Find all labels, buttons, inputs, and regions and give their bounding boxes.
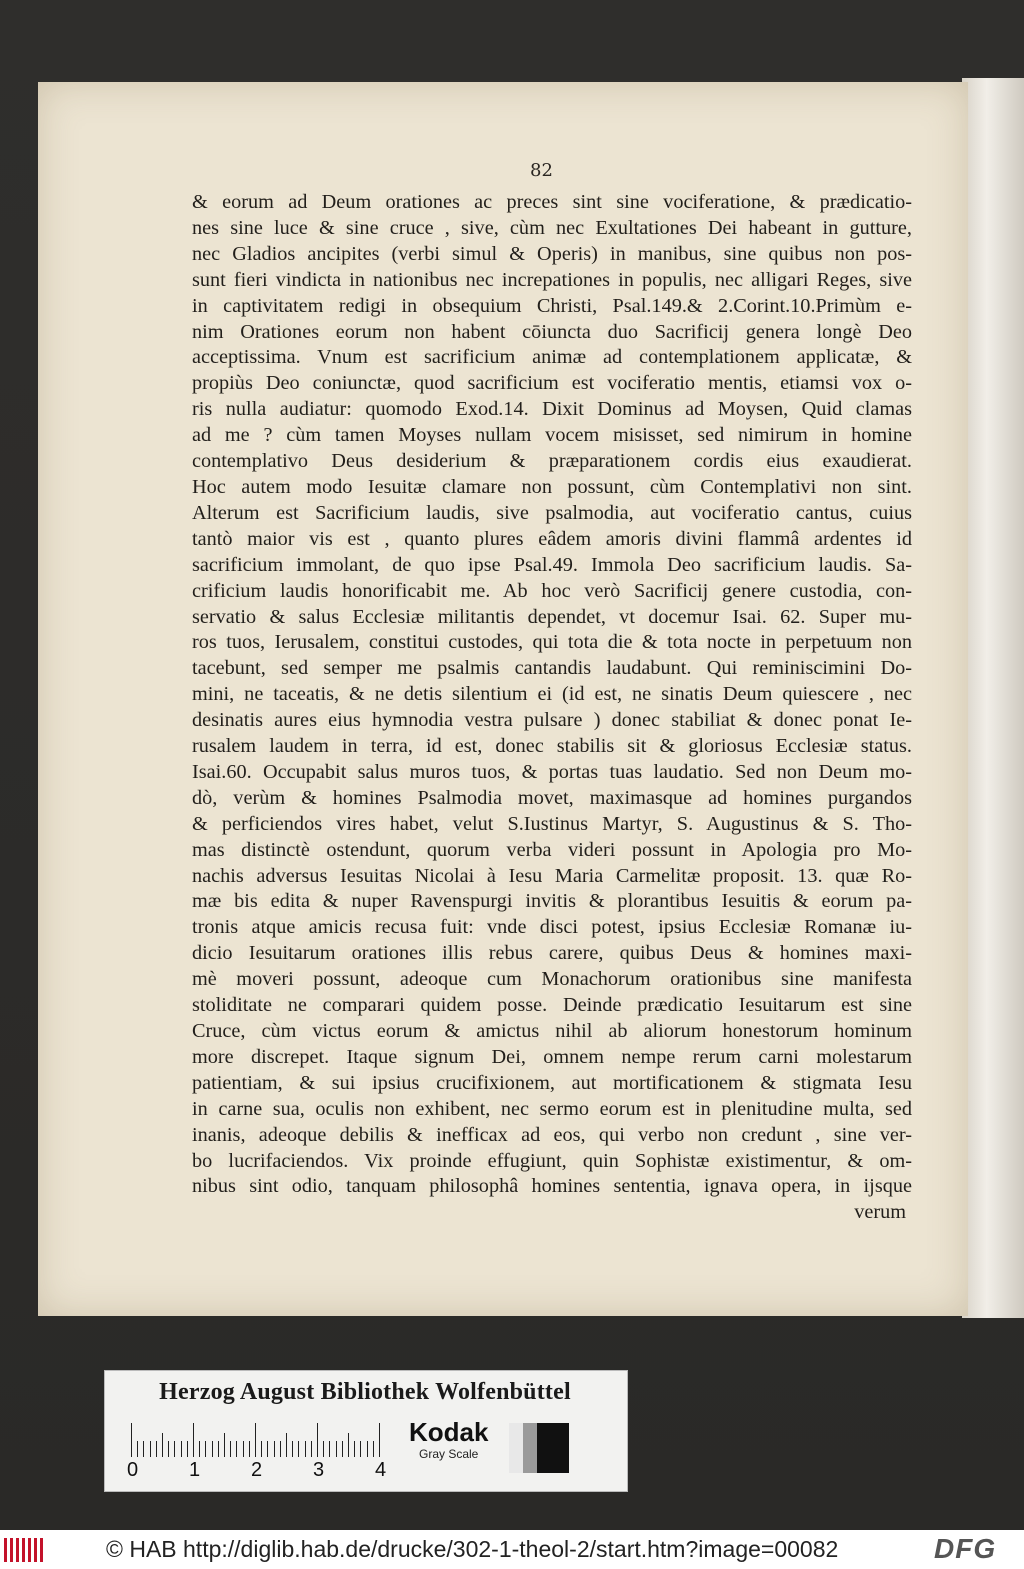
- ruler-tick: [292, 1441, 293, 1457]
- ruler-tick: [336, 1441, 337, 1457]
- text-line: sacrificium immolant, de quo ipse Psal.49. Immola Deo sacrificium laudis. Sa-: [192, 553, 912, 576]
- ruler-number: 4: [375, 1459, 387, 1481]
- ruler-tick: [243, 1441, 244, 1457]
- ruler-tick: [379, 1423, 380, 1457]
- text-line: tacebunt, sed semper me psalmis cantandis laudabunt. Qui reminiscimini Do-: [192, 657, 912, 680]
- ruler-tick: [317, 1423, 318, 1457]
- text-line: ros tuos, Ierusalem, constitui custodes, qui tota die & tota nocte in perpetuum non: [192, 631, 912, 654]
- text-line: nibus sint odio, tanquam philosophâ homines sententia, ignava opera, in ijsque: [192, 1175, 912, 1198]
- ruler-tick: [162, 1433, 163, 1457]
- gray-patch: [509, 1423, 523, 1473]
- ruler-tick: [199, 1441, 200, 1457]
- text-line: mini, ne taceatis, & ne detis silentium ei (id est, ne sinatis Deum quiescere , nec: [192, 683, 912, 706]
- text-line: mæ bis edita & nuper Ravenspurgi invitis & plorantibus Iesuitis & eorum pa-: [192, 890, 912, 913]
- text-line: rusalem laudem in terra, id est, donec stabilis sit & gloriosus Ecclesiæ status.: [192, 735, 912, 758]
- ruler-tick: [150, 1441, 151, 1457]
- ruler-tick: [137, 1441, 138, 1457]
- text-line: mas distinctè ostendunt, quorum verba videri possunt in Apologia pro Mo-: [192, 838, 912, 861]
- ruler-tick: [342, 1441, 343, 1457]
- page-number: 82: [530, 160, 553, 181]
- text-line: ris nulla audiatur: quomodo Exod.14. Dixit Dominus ad Moysen, Quid clamas: [192, 398, 912, 421]
- ruler-scale: [131, 1423, 391, 1457]
- ruler-tick: [224, 1433, 225, 1457]
- next-page-edge: [962, 78, 1024, 1318]
- ruler-tick: [131, 1423, 132, 1457]
- ruler-tick: [367, 1441, 368, 1457]
- text-line: propiùs Deo coniunctæ, quod sacrificium est vociferatio mentis, etiamsi vox o-: [192, 372, 912, 395]
- text-line: dò, verùm & homines Psalmodia movet, maximasque ad homines purgandos: [192, 786, 912, 809]
- text-line: verum: [854, 1201, 906, 1224]
- text-line: in captivitatem redigi in obsequium Christi, Psal.149.& 2.Corint.10.Primùm e-: [192, 294, 912, 317]
- ruler-tick: [168, 1441, 169, 1457]
- library-title: Herzog August Bibliothek Wolfenbüttel: [159, 1379, 571, 1405]
- ruler-tick: [360, 1441, 361, 1457]
- ruler-tick: [187, 1441, 188, 1457]
- gray-patch: [537, 1423, 569, 1473]
- ruler-tick: [218, 1441, 219, 1457]
- ruler-tick: [261, 1441, 262, 1457]
- text-line: Alterum est Sacrificium laudis, sive psalmodia, aut vociferatio cantus, cuius: [192, 501, 912, 524]
- hab-logo-icon: [4, 1536, 48, 1564]
- dfg-logo: DFG: [934, 1533, 997, 1564]
- ruler-tick: [156, 1441, 157, 1457]
- ruler-tick: [354, 1441, 355, 1457]
- text-line: patientiam, & sui ipsius crucifixionem, aut mortificationem & stigmata Iesu: [192, 1071, 912, 1094]
- ruler-tick: [230, 1441, 231, 1457]
- ruler-tick: [193, 1423, 194, 1457]
- text-line: more discrepet. Itaque signum Dei, omnem nempe rerum carni molestarum: [192, 1045, 912, 1068]
- ruler-tick: [311, 1441, 312, 1457]
- text-line: Hoc autem modo Iesuitæ clamare non possunt, cùm Contemplativi non sint.: [192, 475, 912, 498]
- text-line: acceptissima. Vnum est sacrificium animæ ad contemplationem applicatæ, &: [192, 346, 912, 369]
- text-line: contemplativo Deus desiderium & præparationem cordis eius exaudierat.: [192, 450, 912, 473]
- ruler-tick: [212, 1441, 213, 1457]
- text-line: desinatis aures eius hymnodia vestra pulsare ) donec stabiliat & donec ponat Ie-: [192, 709, 912, 732]
- ruler-tick: [236, 1441, 237, 1457]
- text-line: sunt fieri vindicta in nationibus nec increpationes in populis, nec alligari Reges, sive: [192, 268, 912, 291]
- ruler-tick: [305, 1441, 306, 1457]
- ruler-tick: [373, 1441, 374, 1457]
- text-line: servatio & salus Ecclesiæ militantis dependet, vt docemur Isai. 62. Super mu-: [192, 605, 912, 628]
- viewer-footer: [0, 1530, 1024, 1569]
- text-line: crificium laudis honorificabit me. Ab hoc verò Sacrificij genere custodia, con-: [192, 579, 912, 602]
- ruler-number: 0: [127, 1459, 139, 1481]
- page-text: [192, 190, 912, 1226]
- text-line: Cruce, cùm victus eorum & amictus nihil ab aliorum honestorum hominum: [192, 1020, 912, 1042]
- ruler-tick: [143, 1441, 144, 1457]
- text-line: Isai.60. Occupabit salus muros tuos, & portas tuas laudatio. Sed non Deum mo-: [192, 760, 912, 783]
- text-line: ad me ? cùm tamen Moyses nullam vocem misisset, sed nimirum in homine: [192, 424, 912, 447]
- text-line: stoliditate ne comparari quidem posse. Deinde prædicatio Iesuitarum est sine: [192, 994, 912, 1017]
- ruler-number: 3: [313, 1459, 325, 1481]
- ruler-tick: [280, 1441, 281, 1457]
- text-line: dicio Iesuitarum orationes illis rebus carere, quibus Deus & homines maxi-: [192, 942, 912, 965]
- ruler-tick: [298, 1441, 299, 1457]
- ruler-tick: [274, 1441, 275, 1457]
- text-line: nim Orationes eorum non habent cōiuncta duo Sacrificij genera longè Deo: [192, 320, 912, 343]
- source-url[interactable]: © HAB http://diglib.hab.de/drucke/302-1-theol-2/start.htm?image=00082: [106, 1536, 839, 1562]
- ruler-numbers: [125, 1459, 405, 1483]
- ruler-tick: [181, 1441, 182, 1457]
- ruler-tick: [267, 1441, 268, 1457]
- text-line: & perficiendos vires habet, velut S.Iustinus Martyr, S. Augustinus & S. Tho-: [192, 812, 912, 835]
- kodak-subtitle: Gray Scale: [419, 1447, 479, 1461]
- ruler-tick: [174, 1441, 175, 1457]
- text-line: nes sine luce & sine cruce , sive, cùm nec Exultationes Dei habeant in gutture,: [192, 216, 912, 239]
- ruler-tick: [205, 1441, 206, 1457]
- text-line: in carne sua, oculis non exhibent, nec sermo eorum est in plenitudine multa, sed: [192, 1097, 912, 1120]
- text-line: & eorum ad Deum orationes ac preces sint sine vociferatione, & prædicatio-: [192, 191, 912, 213]
- text-line: inanis, adeoque debilis & inefficax ad eos, qui verbo non credunt , sine ver-: [192, 1123, 912, 1146]
- text-line: nec Gladios ancipites (verbi simul & Operis) in manibus, sine quibus non pos-: [192, 242, 912, 265]
- gray-patch: [523, 1423, 537, 1473]
- ruler-tick: [329, 1441, 330, 1457]
- ruler-tick: [348, 1433, 349, 1457]
- ruler-tick: [323, 1441, 324, 1457]
- ruler-number: 1: [189, 1459, 201, 1481]
- text-line: bo lucrifaciendos. Vix proinde effugiunt, quin Sophistæ existimentur, & om-: [192, 1149, 912, 1172]
- text-line: mè moveri possunt, adeoque cum Monachorum orationibus sine manifesta: [192, 968, 912, 991]
- text-line: tantò maior vis est , quanto plures eâdem amoris divini flammâ ardentes id: [192, 527, 912, 550]
- text-line: nachis adversus Iesuitas Nicolai à Iesu Maria Carmelitæ proposit. 13. quæ Ro-: [192, 864, 912, 887]
- text-line: tronis atque amicis recusa fuit: vnde disci potest, ipsius Ecclesiæ Romanæ iu-: [192, 916, 912, 939]
- ruler-tick: [249, 1441, 250, 1457]
- kodak-logo: Kodak: [409, 1417, 489, 1447]
- ruler-tick: [286, 1433, 287, 1457]
- ruler-number: 2: [251, 1459, 263, 1481]
- gray-scale-patches: [509, 1423, 569, 1473]
- ruler-tick: [255, 1423, 256, 1457]
- calibration-card: [104, 1370, 628, 1492]
